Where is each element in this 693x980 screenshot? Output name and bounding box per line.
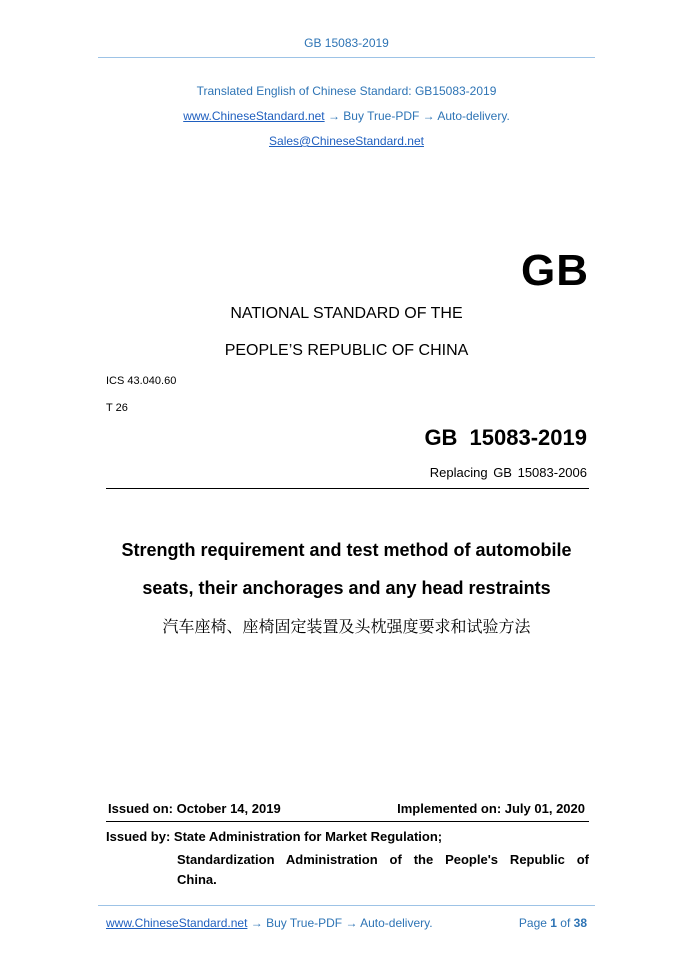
sales-email-link[interactable]: Sales@ChineseStandard.net bbox=[269, 134, 424, 148]
page-indicator bbox=[519, 916, 587, 930]
page-of: of bbox=[556, 916, 574, 930]
page-current: 1 bbox=[550, 916, 557, 930]
national-standard-line2: PEOPLE’S REPUBLIC OF CHINA bbox=[224, 342, 469, 359]
buy-line-text: → Buy True-PDF → Auto-delivery. bbox=[324, 109, 510, 123]
page-prefix: Page bbox=[518, 916, 551, 930]
implemented-on-date: Implemented on: July 01, 2020 bbox=[397, 801, 585, 816]
replacing-standard: Replacing GB 15083-2006 bbox=[429, 465, 587, 480]
footer-buy-line bbox=[106, 916, 433, 930]
issued-by: Issued by: State Administration for Market Regulation; bbox=[106, 829, 443, 844]
issued-on-date: Issued on: October 14, 2019 bbox=[108, 801, 281, 816]
footer-buy-text: → Buy True-PDF → Auto-delivery. bbox=[247, 916, 433, 930]
footer-rule bbox=[98, 905, 595, 906]
date-rule bbox=[106, 821, 589, 822]
page-total: 38 bbox=[573, 916, 587, 930]
chinese-title: 汽车座椅、座椅固定装置及头枕强度要求和试验方法 bbox=[162, 617, 531, 636]
buy-line bbox=[0, 109, 693, 123]
title-rule bbox=[106, 488, 589, 489]
title-line2: seats, their anchorages and any head restraints bbox=[142, 578, 551, 598]
header-rule bbox=[98, 57, 595, 58]
t-code: T 26 bbox=[106, 402, 128, 414]
running-header: GB 15083-2019 bbox=[304, 36, 389, 50]
gb-logo: GB bbox=[521, 246, 589, 295]
footer-site-link[interactable]: www.ChineseStandard.net bbox=[106, 916, 248, 930]
email-line bbox=[0, 134, 693, 148]
national-standard-line1: NATIONAL STANDARD OF THE bbox=[230, 305, 463, 322]
issuer-line1: Standardization Administration of the People's Republic of bbox=[177, 852, 589, 867]
translation-notice: Translated English of Chinese Standard: GB15083-2019 bbox=[196, 84, 497, 98]
issuer-line2: China. bbox=[177, 872, 217, 887]
standard-number: GB 15083-2019 bbox=[424, 425, 587, 450]
site-link[interactable]: www.ChineseStandard.net bbox=[183, 109, 325, 123]
title-line1: Strength requirement and test method of automobile bbox=[121, 540, 572, 560]
ics-code: ICS 43.040.60 bbox=[106, 375, 177, 387]
